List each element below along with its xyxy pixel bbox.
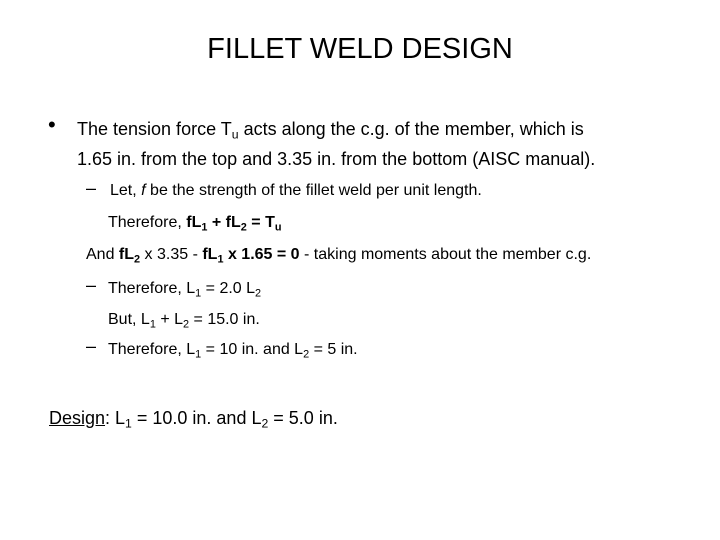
slide-title: FILLET WELD DESIGN [207, 33, 513, 65]
sub-bullet-dash-1: – [86, 178, 97, 198]
equation-total-length: But, $L_1 + L_2 = 15.0$ in. [108, 311, 260, 331]
design-label: Design [49, 408, 106, 428]
bullet-text-line2: 1.65 in. from the top and 3.35 in. from the bottom (AISC manual). [77, 149, 596, 169]
sub-bullet-dash-2: – [86, 275, 97, 295]
sub-bullet-result: Therefore, $L_1 = 10$ in. and $L_2 = 5$ in. [108, 341, 358, 361]
sub-bullet-strength: Let, f be the strength of the fillet weld per unit length. [110, 182, 482, 199]
bullet-marker: • [48, 112, 56, 137]
equation-moments: And $fL_2$ x $3.35 - fL_1$ x 1.65 = 0 - taking moments about the member c.g. [86, 246, 592, 266]
sub-bullet-dash-3: – [86, 336, 97, 356]
bullet-text-line1: The tension force $T_u$ acts along the c.g. of the member, which is [77, 119, 584, 142]
design-result: Design: $L_1 = 10.0$ in. and $L_2 = 5.0$ in. [49, 408, 338, 431]
equation-force-balance: Therefore, $fL_1 + fL_2 = T_u$ [108, 214, 282, 234]
sub-bullet-ratio: Therefore, $L_1 = 2.0$ $L_2$ [108, 280, 262, 300]
